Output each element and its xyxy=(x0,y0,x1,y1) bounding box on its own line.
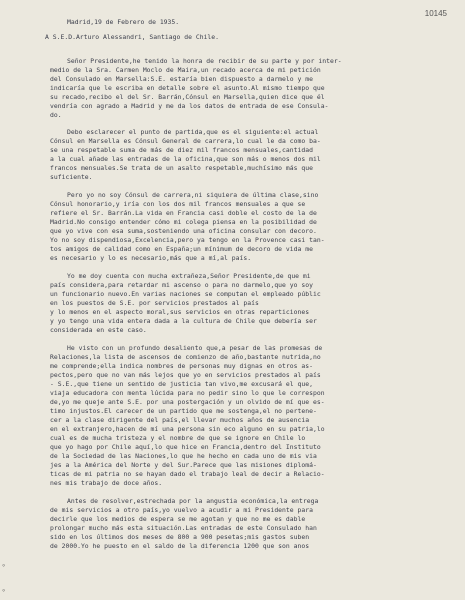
body-line: y yo tengo una vida entera dada a la cultura de Chile que debería ser xyxy=(50,317,317,325)
body-line: medio de la Sra. Carmen Moclo de Maira,un recado acerca de mi petición xyxy=(50,66,321,74)
body-line: y lo menos en el aspecto moral,sus servicios en otras reparticiones xyxy=(50,308,310,316)
body-line: un funcionario nuevo.En varias naciones se computan el empleado públic xyxy=(50,290,321,298)
body-line: prolongar mucho más esta situación.Las entradas de este Consulado han xyxy=(50,524,317,532)
body-line: Señor Presidente,he tenido la honra de recibir de su parte y por inter- xyxy=(67,57,342,65)
body-line: nes mis trabajo de doce años. xyxy=(50,479,163,487)
body-line: Antes de resolver,estrechada por la angustia económica,la entrega xyxy=(67,497,319,505)
body-line: de mis servicios a otro país,yo vuelvo a acudir a mi Presidente para xyxy=(50,506,313,514)
body-line: viaja educadora con menta lúcida para no pedir sino lo que le correspon xyxy=(50,389,325,397)
body-line: tos amigos de calidad como en España;un mínimum de decoro de vida me xyxy=(50,245,313,253)
body-line: pectos,pero que no van más lejos que yo en servicios prestados al país xyxy=(50,371,321,379)
body-line: ticas de mi patria no se hayan dado el trabajo leal de decir a Relacio- xyxy=(50,470,325,478)
body-line: Debo esclarecer el punto de partida,que es el siguiente:el actual xyxy=(67,128,319,136)
body-line: me comprende;ella indica nombres de personas muy dignas en otros as- xyxy=(50,362,313,370)
body-line: Relaciones,la lista de ascensos de comienzo de año,bastante nutrida,no xyxy=(50,353,321,361)
margin-hole-mark: ◦ xyxy=(2,560,6,570)
body-line: Cónsul honorario,y iría con los dos mil francos mensuales a que se xyxy=(50,200,306,208)
body-line: decirle que los medios de espera se me agotan y que no me es dable xyxy=(50,515,306,523)
body-line: se una respetable suma de más de diez mil francos mensuales,cantidad xyxy=(50,146,313,154)
body-line: indicaría que le escriba en detalle sobre el asunto.Al mismo tiempo que xyxy=(50,84,325,92)
body-line: refiere el Sr. Barrán.La vida en Francia casi doble el costo de la de xyxy=(50,209,317,217)
body-line: He visto con un profundo desaliento que,a pesar de las promesas de xyxy=(67,344,323,352)
archive-reference-number: 10145 xyxy=(424,9,447,18)
body-line: del Consulado en Marsella:S.E. estaría bien dispuesto a darmelo y me xyxy=(50,75,313,83)
body-line: cer a la clase dirigente del país,el llevar muchos años de ausencia xyxy=(50,416,310,424)
body-line: es necesario y lo es necesario,más que a mí,al país. xyxy=(50,254,252,262)
body-line: de,yo me queje ante S.E. por una postergación y un olvido de mí que es- xyxy=(50,398,325,406)
address-line: A S.E.D.Arturo Alessandri, Santiago de Chile. xyxy=(45,33,220,41)
body-line: de la Sociedad de las Naciones,lo que he hecho en cada uno de mis via xyxy=(50,452,317,460)
body-line: Yo me doy cuenta con mucha extrañeza,Señor Presidente,de que mi xyxy=(67,272,311,280)
body-line: su recado,recibo el del Sr. Barrán,Cónsul en Marsella,quien dice que él xyxy=(50,93,325,101)
body-line: - S.E.,que tiene un sentido de justicia tan vivo,me excusará el que, xyxy=(50,380,313,388)
body-line: do. xyxy=(50,111,62,119)
body-line: Madrid.No consigo entender cómo mi colega piensa en la posibilidad de xyxy=(50,218,317,226)
body-line: a la cual añade las entradas de la oficina,que son más o menos dos mil xyxy=(50,155,321,163)
body-line: Yo no soy dispendiosa,Excelencia,pero ya tengo en la Provence casi tan- xyxy=(50,236,325,244)
body-line: Cónsul en Marsella es Cónsul General de carrera,lo cual le da como ba- xyxy=(50,137,321,145)
body-line: suficiente. xyxy=(50,173,93,181)
body-line: timo injustos.El carecer de un partido que me sostenga,el no pertene- xyxy=(50,407,317,415)
body-line: de 2000.Yo he puesto en el saldo de la diferencia 1200 que son anos xyxy=(50,542,310,550)
body-line: en el extranjero,hacen de mí una persona sin eco alguno en su patria,lo xyxy=(50,425,325,433)
body-line: en los puestos de S.E. por servicios prestados al país xyxy=(50,299,259,307)
body-line: que yo hago por Chile aquí,lo que hice en Francia,dentro del Instituto xyxy=(50,443,321,451)
body-line: que yo vive con esa suma,sosteniendo una oficina consular con decoro. xyxy=(50,227,317,235)
body-line: francos mensuales.Se trata de un asalto respetable,muchísimo más que xyxy=(50,164,313,172)
date-line: Madrid,19 de Febrero de 1935. xyxy=(67,18,180,26)
body-line: jes a la América del Norte y del Sur.Parece que las misiones diplomá- xyxy=(50,461,317,469)
body-line: considerada en este caso. xyxy=(50,326,147,334)
body-line: vendría con agrado a Madrid y me da los datos de entrada de ese Consula- xyxy=(50,102,329,110)
body-line: país considera,para retardar mi ascenso o para no darmelo,que yo soy xyxy=(50,281,313,289)
body-line: sido en los últimos dos meses de 800 a 900 pesetas;mis gastos suben xyxy=(50,533,310,541)
margin-hole-mark: ◦ xyxy=(2,585,6,595)
body-line: Pero yo no soy Cónsul de carrera,ni siquiera de última clase,sino xyxy=(67,191,319,199)
body-line: cual es de mucha tristeza y el nombre de que se ignore en Chile lo xyxy=(50,434,306,442)
